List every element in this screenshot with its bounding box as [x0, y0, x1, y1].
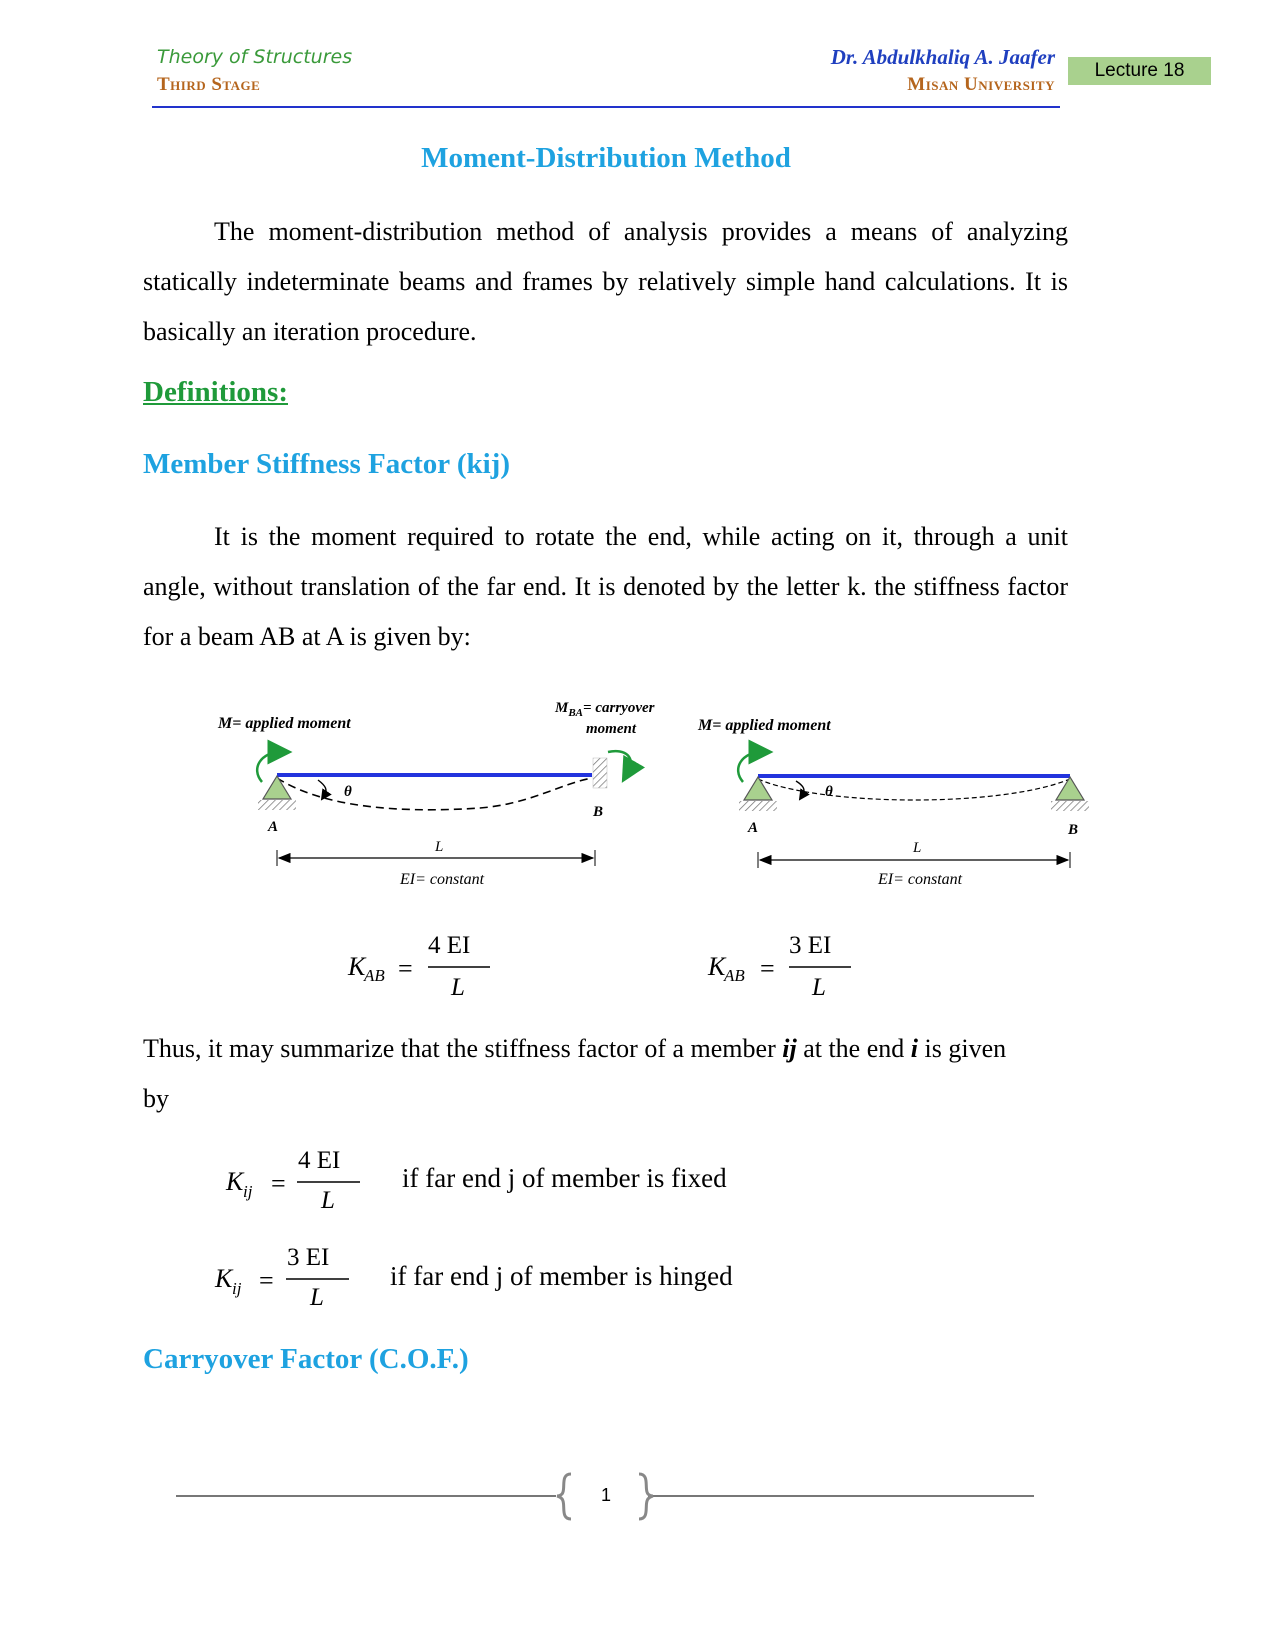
intro-paragraph: The moment-distribution method of analysis provides a means of analyzing statically indeterminate beams and frames by relatively simple hand calculations. It is basically an iteration procedure. — [143, 217, 1068, 346]
svg-text:K: K — [348, 952, 366, 981]
page-title: Moment-Distribution Method — [421, 142, 791, 174]
left-ei-label: EI= constant — [400, 871, 485, 888]
left-deflected-shape — [277, 778, 592, 810]
course-name: Theory of Structures — [157, 46, 353, 68]
right-node-b: B — [1068, 822, 1079, 838]
svg-text:L: L — [321, 1187, 335, 1214]
left-node-a: A — [268, 819, 279, 835]
stiffness-heading: Member Stiffness Factor (kij) — [143, 448, 510, 480]
footer-rule-left — [176, 1495, 556, 1497]
definitions-heading: Definitions: — [143, 376, 288, 408]
left-applied-moment-label: M= applied moment — [218, 715, 351, 732]
left-carryover-arrow — [608, 751, 631, 772]
left-theta-label: θ — [344, 784, 352, 800]
summary-paragraph: Thus, it may summarize that the stiffness factor of a member ij at the end i is given by — [143, 1034, 1007, 1113]
condition-hinged: if far end j of member is hinged — [390, 1261, 733, 1291]
right-theta-arc — [796, 781, 804, 796]
right-pin-support-a — [744, 777, 772, 800]
svg-text:=: = — [760, 954, 775, 983]
formula-fixed — [225, 1147, 360, 1214]
stiffness-paragraph: It is the moment required to rotate the end, while acting on it, through a unit angle, without translation of the far end. It is denoted by the letter k. the stiffness factor for a beam AB at A is given by: — [143, 522, 1068, 651]
university-name: Misan University — [907, 74, 1055, 95]
right-stiffness-equation — [707, 932, 851, 1001]
stiffness-figure — [0, 680, 1275, 1020]
condition-fixed: if far end j of member is fixed — [402, 1163, 727, 1193]
right-ei-label: EI= constant — [878, 871, 963, 888]
carryover-heading: Carryover Factor (C.O.F.) — [143, 1343, 469, 1375]
left-pin-hatch — [258, 800, 296, 810]
header-rule — [152, 106, 1060, 108]
svg-text:=: = — [398, 954, 413, 983]
formula-hinged — [214, 1244, 349, 1311]
svg-text:AB: AB — [724, 966, 745, 985]
left-pin-support — [263, 776, 291, 799]
stage-label: Third Stage — [157, 74, 261, 95]
left-length-label: L — [435, 839, 444, 855]
svg-text:ij: ij — [243, 1182, 253, 1201]
right-theta-label: θ — [825, 784, 833, 800]
svg-text:K: K — [215, 1264, 233, 1293]
svg-text:K: K — [226, 1167, 244, 1196]
svg-text:L: L — [310, 1284, 324, 1311]
author-name: Dr. Abdulkhaliq A. Jaafer — [830, 45, 1055, 69]
right-pin-support-b — [1056, 777, 1084, 800]
left-fixed-support — [593, 758, 607, 788]
left-theta-arc — [318, 780, 326, 796]
svg-text:=: = — [271, 1169, 286, 1198]
right-deflected-shape — [758, 779, 1070, 800]
footer-rule-right — [648, 1495, 1034, 1497]
svg-text:3 EI: 3 EI — [287, 1244, 330, 1271]
svg-text:ij: ij — [232, 1279, 242, 1298]
lecture-badge: Lecture 18 — [1068, 57, 1211, 85]
page-number: 1 — [600, 1485, 611, 1505]
svg-text:K: K — [708, 952, 726, 981]
right-beam-figure — [697, 717, 1089, 1001]
svg-text:L: L — [812, 974, 826, 1001]
left-carryover-label: $M_{BA}=$ carryover — [555, 700, 655, 719]
left-beam-figure — [217, 700, 655, 1001]
svg-text:L: L — [451, 974, 465, 1001]
svg-text:4 EI: 4 EI — [298, 1147, 341, 1174]
right-node-a: A — [748, 820, 759, 836]
right-length-label: L — [913, 840, 922, 856]
svg-text:4 EI: 4 EI — [428, 932, 471, 959]
right-applied-moment-label: M= applied moment — [698, 717, 831, 734]
svg-text:3 EI: 3 EI — [789, 932, 832, 959]
left-stiffness-equation — [347, 932, 490, 1001]
svg-text:AB: AB — [364, 966, 385, 985]
left-node-b: B — [593, 804, 604, 820]
svg-text:=: = — [259, 1266, 274, 1295]
left-carryover-label-line2: moment — [586, 721, 637, 737]
